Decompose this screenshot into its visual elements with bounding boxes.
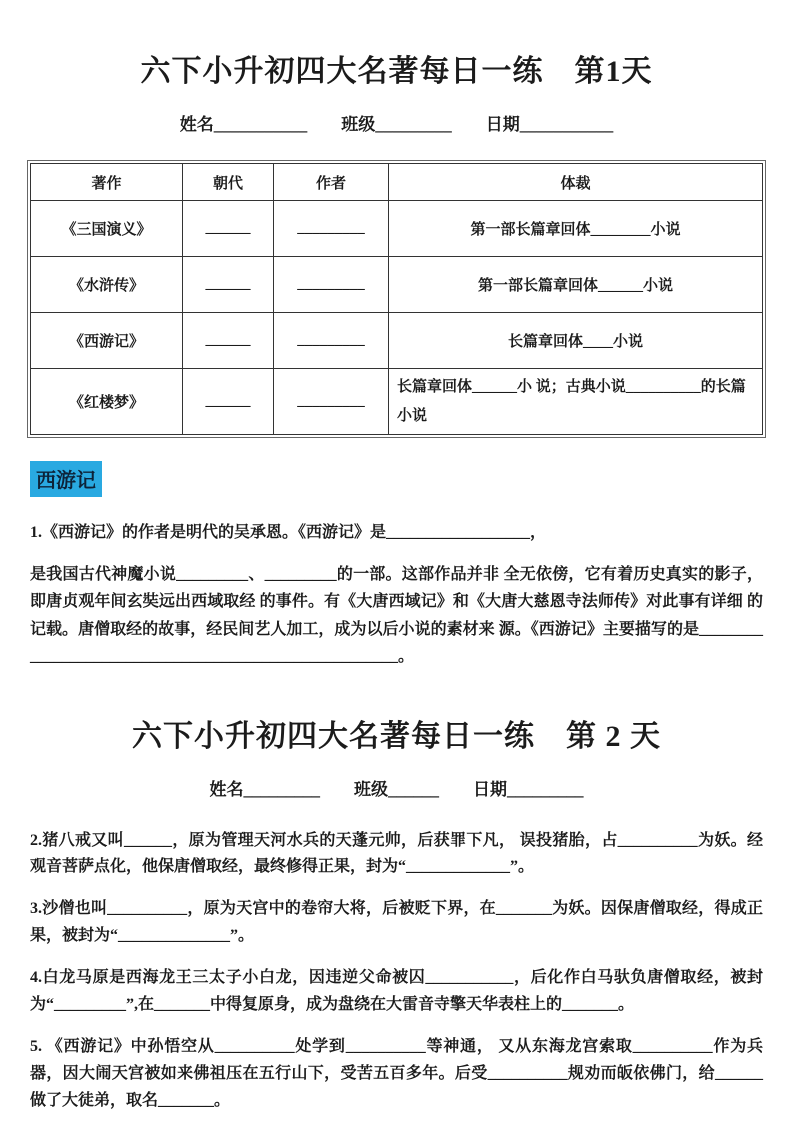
classics-table [30, 163, 763, 435]
date-blank: _________ [507, 779, 584, 799]
class-label: 班级 [354, 779, 388, 799]
author-cell: _________ [274, 313, 389, 369]
question-1-line1: 1.《西游记》的作者是明代的吴承恩。《西游记》是__________________， [30, 524, 547, 541]
xiyouji-highlighted-heading: 西游记 [30, 461, 102, 497]
date-blank: ___________ [519, 115, 614, 134]
day2-title: 六下小升初四大名著每日一练 第 2 天 [132, 719, 661, 753]
genre-cell: 第一部长篇章回体______小说 [389, 257, 763, 313]
question-3: 3.沙僧也叫__________，原为天宫中的卷帘大将，后被贬下界，在_______为妖。因保唐僧取经，得成正果，被封为“______________”。 [30, 900, 763, 945]
date-label: 日期 [485, 115, 520, 134]
date-label: 日期 [473, 779, 507, 799]
class-label: 班级 [341, 115, 376, 134]
name-blank: ___________ [213, 115, 308, 134]
name-label: 姓名 [209, 779, 244, 799]
question-1-body: 是我国古代神魔小说_________、_________的一部。这部作品并非 全无依傍，它有着历史真实的影子，即唐贞观年间玄奘远出西域取经 的事件。有《大唐西域记》和《大唐大慈恩寺法师传》对此事有详细 的记载。唐僧取经的故事，经民间艺人加工，成为以后小说的素材来 源。《西游记》主要描写的是______________________________________________________。 [30, 565, 763, 666]
work-cell: 《红楼梦》 [31, 369, 183, 435]
name-field [210, 775, 321, 800]
day1-section [30, 46, 763, 671]
work-cell: 《三国演义》 [31, 201, 183, 257]
day2-name-class-date-row [30, 775, 763, 800]
question-2: 2.猪八戒又叫______，原为管理天河水兵的天蓬元帅，后获罪下凡， 误投猪胎，占__________为妖。经观音菩萨点化，他保唐僧取经，最终修得正果，封为“_____________”。 [30, 831, 763, 876]
name-label: 姓名 [179, 115, 214, 134]
author-cell: _________ [274, 369, 389, 435]
name-field [180, 110, 308, 135]
dynasty-cell: ______ [183, 313, 274, 369]
question-5: 5. 《西游记》中孙悟空从__________处学到__________等神通， 又从东海龙宫索取__________作为兵器，因大闹天宫被如来佛祖压在五行山下，受苦五百多年。后受__________规劝而皈依佛门，给______做了大徒弟，取名_______。 [30, 1037, 763, 1109]
table-row [31, 201, 763, 257]
work-cell: 《西游记》 [31, 313, 183, 369]
work-cell: 《水浒传》 [31, 257, 183, 313]
date-field [486, 110, 614, 135]
class-blank: _________ [375, 115, 452, 134]
col-header-work: 著作 [31, 164, 183, 201]
class-field [354, 775, 439, 800]
dynasty-cell: ______ [183, 369, 274, 435]
classics-table-header [31, 164, 763, 201]
genre-cell: 长篇章回体______小 说；古典小说__________的长篇小说 [389, 369, 763, 435]
table-row [31, 313, 763, 369]
question-4: 4.白龙马原是西海龙王三太子小白龙，因违逆父命被囚___________，后化作白马驮负唐僧取经，被封为“_________”,在_______中得复原身，成为盘绕在大雷音寺擎天华表柱上的_______。 [30, 969, 763, 1013]
day1-title: 六下小升初四大名著每日一练 第1天 [140, 55, 653, 88]
day2-section [30, 711, 763, 1115]
genre-cell: 长篇章回体____小说 [389, 313, 763, 369]
class-field [341, 110, 452, 135]
author-cell: _________ [274, 257, 389, 313]
date-field [473, 775, 584, 800]
day1-name-class-date-row [30, 110, 763, 135]
col-header-dynasty: 朝代 [183, 164, 274, 201]
table-row [31, 369, 763, 435]
table-header-row [31, 164, 763, 201]
dynasty-cell: ______ [183, 201, 274, 257]
author-cell: _________ [274, 201, 389, 257]
dynasty-cell: ______ [183, 257, 274, 313]
genre-cell: 第一部长篇章回体________小说 [389, 201, 763, 257]
col-header-author: 作者 [274, 164, 389, 201]
name-blank: _________ [243, 779, 320, 799]
table-row [31, 257, 763, 313]
col-header-genre: 体裁 [389, 164, 763, 201]
class-blank: ______ [388, 779, 439, 799]
